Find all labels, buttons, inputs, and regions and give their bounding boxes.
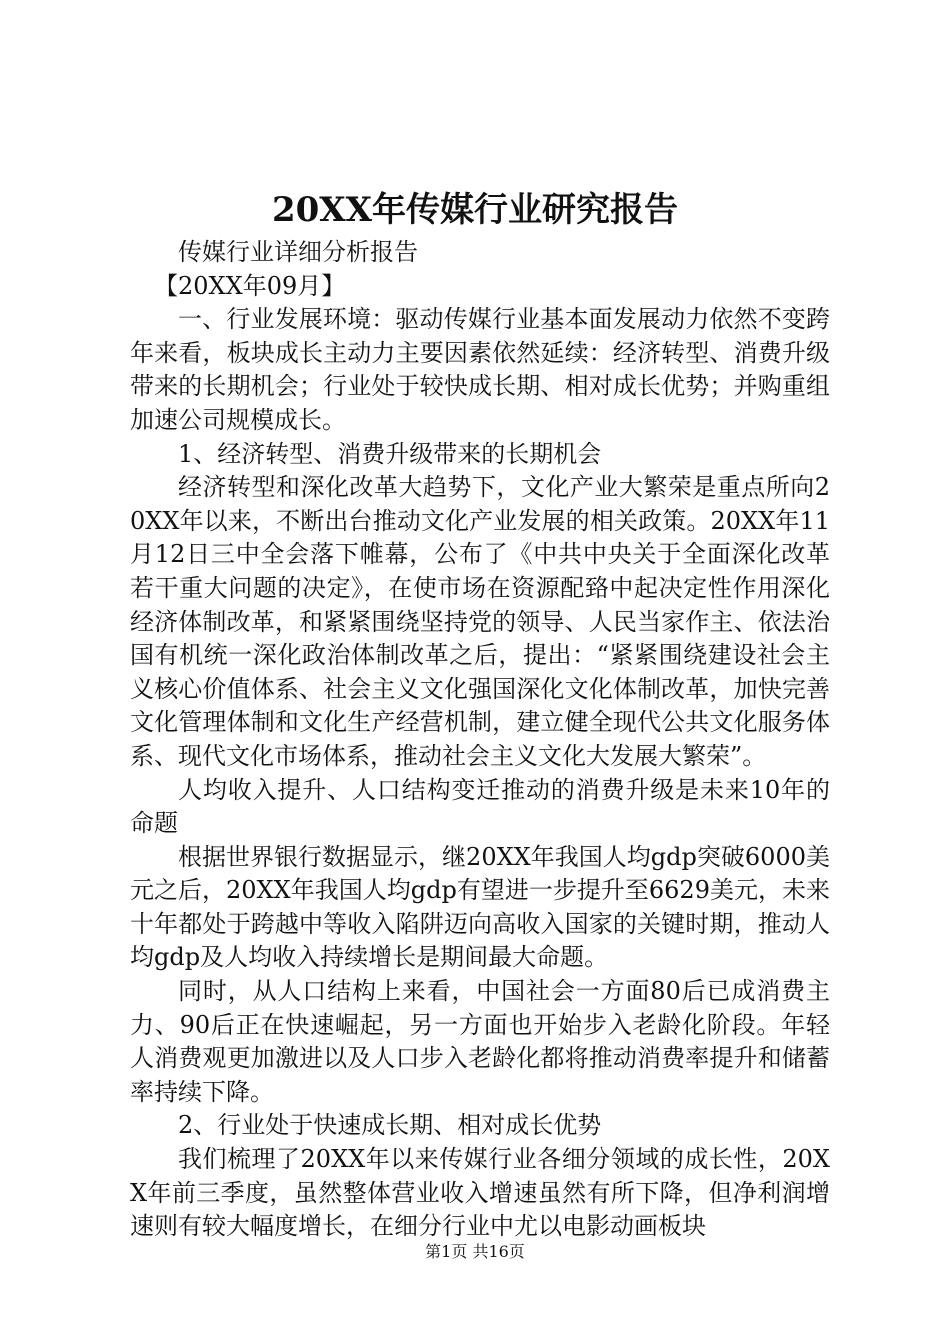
document-body <box>130 236 830 1244</box>
paragraph-heading-1: 1、经济转型、消费升级带来的长期机会 <box>178 439 602 468</box>
page-number: 第1页 共16页 <box>425 1242 525 1261</box>
paragraph-section-1: 一、行业发展环境：驱动传媒行业基本面发展动力依然不变跨年来看，板块成长主动力主要因素依然延续：经济转型、消费升级带来的长期机会；行业处于较快成长期、相对成长优势；并购重组加速公司规模成长。 <box>130 305 830 434</box>
paragraph-population: 同时，从人口结构上来看，中国社会一方面80后已成消费主力、90后正在快速崛起，另一方面也开始步入老龄化阶段。年轻人消费观更加激进以及人口步入老龄化都将推动消费率提升和储蓄率持续下降。 <box>130 977 830 1106</box>
paragraph-growth: 我们梳理了20XX年以来传媒行业各细分领域的成长性，20XX年前三季度，虽然整体营业收入增速虽然有所下降，但净利润增速则有较大幅度增长，在细分行业中尤以电影动画板块 <box>130 1145 830 1241</box>
paragraph-date: 【20XX年09月】 <box>154 271 346 300</box>
page-title: 20XX年传媒行业研究报告 <box>271 190 679 230</box>
paragraph-heading-2: 2、行业处于快速成长期、相对成长优势 <box>178 1111 602 1140</box>
paragraph-subtitle: 传媒行业详细分析报告 <box>178 238 418 266</box>
paragraph-gdp: 根据世界银行数据显示，继20XX年我国人均gdp突破6000美元之后，20XX年我国人均gdp有望进一步提升至6629美元，未来十年都处于跨越中等收入陷阱迈向高收入国家的关键时期，推动人均gdp及人均收入持续增长是期间最大命题。 <box>130 842 830 972</box>
paragraph-consumption: 人均收入提升、人口结构变迁推动的消费升级是未来10年的命题 <box>130 775 830 838</box>
paragraph-policy: 经济转型和深化改革大趋势下，文化产业大繁荣是重点所向20XX年以来，不断出台推动文化产业发展的相关政策。20XX年11月12日三中全会落下帷幕，公布了《中共中央关于全面深化改革若干重大问题的决定》，在使市场在资源配臵中起决定性作用深化经济体制改革，和紧紧围绕坚持党的领导、人民当家作主、依法治国有机统一深化政治体制改革之后，提出：“紧紧围绕建设社会主义核心价值体系、社会主义文化强国深化文化体制改革，加快完善文化管理体制和文化生产经营机制，建立健全现代公共文化服务体系、现代文化市场体系，推动社会主义文化大发展大繁荣”。 <box>130 473 830 770</box>
